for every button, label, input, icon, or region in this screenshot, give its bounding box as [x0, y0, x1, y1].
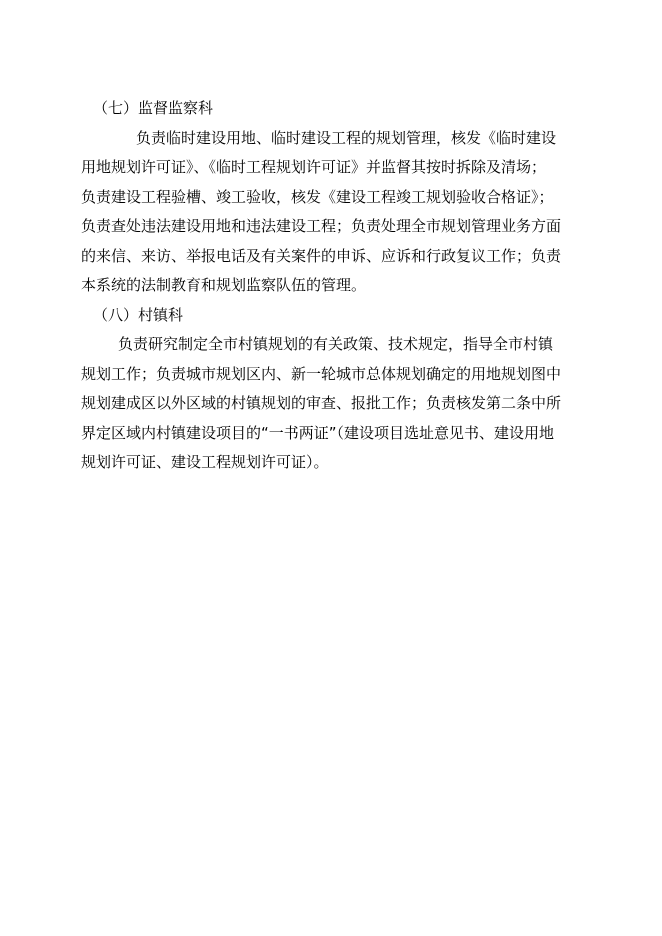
text-line: 本系统的法制教育和规划监察队伍的管理。	[81, 276, 367, 294]
text-line: 负责查处违法建设用地和违法建设工程；负责处理全市规划管理业务方面	[81, 217, 562, 235]
text-line: 用地规划许可证》、《临时工程规划许可证》并监督其按时拆除及清场；	[81, 158, 547, 176]
section-heading-supervision: （七）监督监察科	[93, 99, 214, 117]
text-line: 规划建成区以外区域的村镇规划的审查、报批工作；负责核发第二条中所	[81, 394, 562, 412]
text-line: 负责临时建设用地、临时建设工程的规划管理，核发《临时建设	[136, 128, 557, 147]
section-heading-village: （八）村镇科	[93, 305, 184, 324]
text-line: 界定区域内村镇建设项目的“一书两证”（建设项目选址意见书、建设用地	[81, 423, 555, 442]
document-body	[81, 94, 586, 478]
text-line: 负责建设工程验槽、竣工验收，核发《建设工程竣工规划验收合格证》；	[81, 187, 554, 206]
text-line: 规划许可证、建设工程规划许可证）。	[81, 453, 329, 471]
text-line: 的来信、来访、举报电话及有关案件的申诉、应诉和行政复议工作；负责	[81, 246, 562, 265]
text-line: 规划工作；负责城市规划区内、新一轮城市总体规划确定的用地规划图中	[81, 364, 562, 383]
paragraph-supervision	[81, 124, 586, 301]
text-line: 负责研究制定全市村镇规划的有关政策、技术规定，指导全市村镇	[118, 335, 554, 353]
paragraph-village	[81, 330, 586, 478]
